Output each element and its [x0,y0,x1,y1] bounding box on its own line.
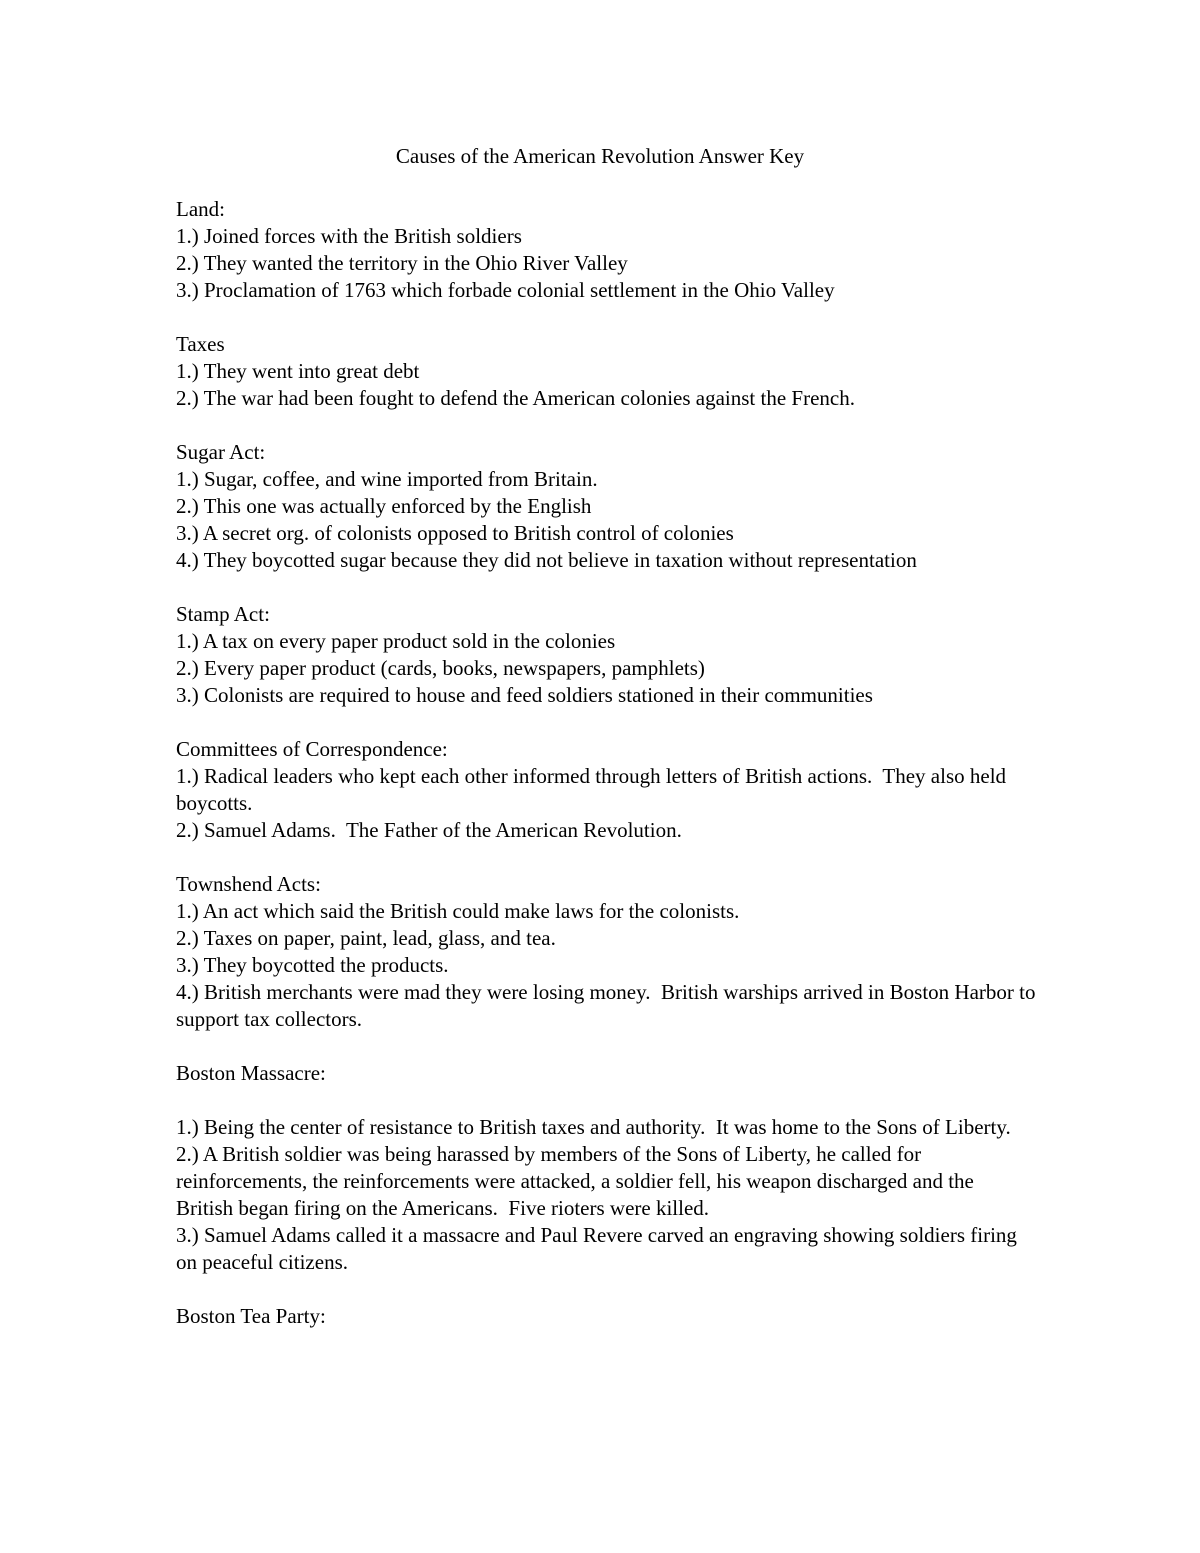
section-sugar-act [176,439,1036,574]
section-heading: Land: [176,197,225,221]
section-heading: Sugar Act: [176,440,266,464]
section-townshend-acts [176,871,1041,1033]
answer-item: 2.) They wanted the territory in the Ohio River Valley [176,251,628,275]
section-heading: Boston Tea Party: [176,1304,326,1328]
section-heading: Townshend Acts: [176,872,321,896]
section-heading: Committees of Correspondence: [176,737,448,761]
spacer [176,844,1036,871]
spacer [176,1033,1036,1060]
section-heading: Boston Massacre: [176,1061,326,1085]
section-heading: Taxes [176,332,225,356]
answer-item: 1.) Joined forces with the British soldiers [176,224,522,248]
section-heading: Stamp Act: [176,602,270,626]
section-boston-tea-party [176,1303,1036,1330]
answer-item: 1.) Radical leaders who kept each other informed through letters of British actions. They also held boycotts. [176,764,1012,815]
section-stamp-act [176,601,1036,709]
spacer [176,412,1036,439]
answer-item: 3.) A secret org. of colonists opposed to British control of colonies [176,521,734,545]
answer-item: 3.) Proclamation of 1763 which forbade colonial settlement in the Ohio Valley [176,278,835,302]
answer-item: 2.) Taxes on paper, paint, lead, glass, and tea. [176,926,556,950]
answer-item: 3.) Colonists are required to house and feed soldiers stationed in their communities [176,683,873,707]
answer-item: 1.) Being the center of resistance to British taxes and authority. It was home to the Sons of Liberty. [176,1115,1011,1139]
spacer [176,574,1036,601]
section-land [176,196,1036,304]
answer-item: 2.) A British soldier was being harassed by members of the Sons of Liberty, he called for reinforcements, the reinforcements were attacked, a soldier fell, his weapon discharged and the British began firing on the Americans. Five rioters were killed. [176,1142,980,1220]
answer-item: 1.) A tax on every paper product sold in the colonies [176,629,616,653]
answer-item: 4.) British merchants were mad they were losing money. British warships arrived in Boston Harbor to support tax collectors. [176,980,1041,1031]
answer-item: 1.) An act which said the British could make laws for the colonists. [176,899,740,923]
answer-item: 3.) They boycotted the products. [176,953,449,977]
spacer [176,709,1036,736]
section-boston-massacre [176,1060,1036,1276]
spacer [176,1276,1036,1303]
document-title: Causes of the American Revolution Answer Key [395,144,805,168]
answer-item: 2.) Every paper product (cards, books, newspapers, pamphlets) [176,656,705,680]
answer-item: 4.) They boycotted sugar because they did not believe in taxation without representation [176,548,917,572]
answer-item: 2.) Samuel Adams. The Father of the American Revolution. [176,818,682,842]
answer-item: 3.) Samuel Adams called it a massacre and Paul Revere carved an engraving showing soldiers firing on peaceful citizens. [176,1223,1023,1274]
spacer [176,304,1036,331]
spacer [176,1087,1036,1114]
document-body [176,196,1041,1330]
section-committees-of-correspondence [176,736,1036,844]
answer-item: 2.) This one was actually enforced by the English [176,494,592,518]
section-taxes [176,331,1036,412]
answer-item: 1.) Sugar, coffee, and wine imported from Britain. [176,467,598,491]
answer-item: 1.) They went into great debt [176,359,420,383]
answer-item: 2.) The war had been fought to defend the American colonies against the French. [176,386,855,410]
